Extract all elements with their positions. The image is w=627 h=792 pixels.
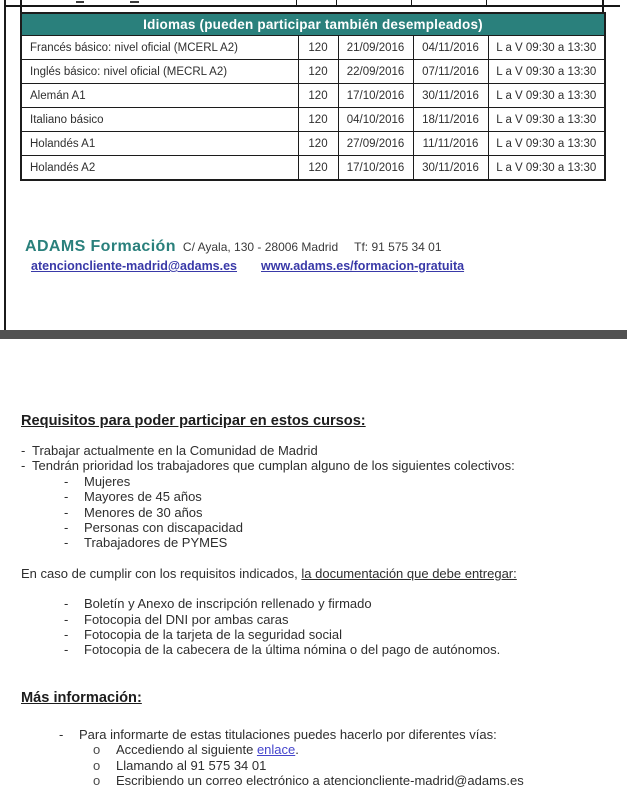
- list-item-text: Mayores de 45 años: [84, 489, 202, 505]
- contact-address: C/ Ayala, 130 - 28006 Madrid: [182, 240, 339, 254]
- option-text-suffix: .: [295, 742, 299, 758]
- page-left-border-line: [4, 0, 6, 330]
- schedule-cell: L a V 09:30 a 13:30: [488, 108, 605, 132]
- requirement-text: Trabajar actualmente en la Comunidad de Madrid: [32, 443, 318, 458]
- hours-cell: 120: [298, 84, 338, 108]
- option-text: [116, 742, 299, 757]
- page-divider-bar: [0, 330, 627, 339]
- requirement-line: [21, 458, 607, 473]
- schedule-cell: L a V 09:30 a 13:30: [488, 84, 605, 108]
- dash-bullet: -: [64, 596, 69, 612]
- text-descender-mark: [130, 1, 139, 3]
- list-item: [64, 489, 607, 504]
- table-row: [21, 60, 605, 84]
- option-text: Llamando al 91 575 34 01: [116, 757, 267, 773]
- documentation-intro-text: En caso de cumplir con los requisitos indicados,: [21, 565, 302, 581]
- list-item: [64, 596, 607, 611]
- column-border-stub: [296, 0, 297, 5]
- table-row: [21, 156, 605, 181]
- priority-collectives-list: [21, 474, 607, 551]
- language-courses-table: [20, 12, 606, 181]
- dash-bullet: -: [21, 443, 26, 458]
- start-date-cell: 27/09/2016: [338, 132, 413, 156]
- list-item-text: Personas con discapacidad: [84, 520, 243, 536]
- list-item: [64, 520, 607, 535]
- dash-bullet: -: [64, 489, 69, 505]
- requirements-title: Requisitos para poder participar en estos cursos:: [21, 413, 366, 429]
- enlace-link[interactable]: enlace: [256, 742, 296, 758]
- column-border-stub: [336, 0, 337, 5]
- list-item: [93, 773, 607, 788]
- end-date-cell: 30/11/2016: [413, 156, 488, 181]
- hours-cell: 120: [298, 108, 338, 132]
- option-text-prefix: Accediendo al siguiente: [116, 742, 257, 758]
- list-item-text: Fotocopia de la tarjeta de la seguridad social: [84, 627, 342, 643]
- list-item: [93, 742, 607, 757]
- end-date-cell: 30/11/2016: [413, 84, 488, 108]
- list-item-text: Fotocopia del DNI por ambas caras: [84, 611, 289, 627]
- list-item-text: Trabajadores de PYMES: [84, 535, 228, 551]
- list-item: [93, 758, 607, 773]
- dash-bullet: -: [64, 520, 69, 536]
- website-link[interactable]: www.adams.es/formacion-gratuita: [261, 259, 465, 273]
- documents-list: [21, 596, 607, 658]
- table-row: [21, 84, 605, 108]
- contact-line: [25, 238, 602, 256]
- list-item: [64, 627, 607, 642]
- start-date-cell: 04/10/2016: [338, 108, 413, 132]
- contact-phone: Tf: 91 575 34 01: [354, 240, 442, 254]
- requirement-text: Tendrán prioridad los trabajadores que cumplan alguno de los siguientes colectivos:: [32, 458, 515, 474]
- list-item-text: Menores de 30 años: [84, 504, 203, 520]
- circle-bullet: o: [93, 757, 101, 773]
- table-header-row: [21, 13, 605, 36]
- list-item-text: Boletín y Anexo de inscripción rellenado y firmado: [84, 596, 372, 612]
- list-item-text: Mujeres: [84, 473, 131, 489]
- start-date-cell: 17/10/2016: [338, 84, 413, 108]
- option-text: Escribiendo un correo electrónico a atencioncliente-madrid@adams.es: [116, 773, 524, 789]
- requirement-line: [21, 443, 607, 458]
- dash-bullet: -: [64, 535, 69, 551]
- documentation-intro-underlined: la documentación que debe entregar:: [301, 565, 517, 581]
- dash-bullet: -: [64, 473, 69, 489]
- course-name-cell: Francés básico: nivel oficial (MCERL A2): [21, 36, 298, 60]
- schedule-cell: L a V 09:30 a 13:30: [488, 36, 605, 60]
- text-descender-mark: [76, 1, 84, 3]
- list-item-text: Fotocopia de la cabecera de la última nómina o del pago de autónomos.: [84, 642, 501, 658]
- column-border-stub: [411, 0, 412, 5]
- end-date-cell: 11/11/2016: [413, 132, 488, 156]
- table-section-header: Idiomas (pueden participar también desempleados): [21, 13, 605, 36]
- circle-bullet: o: [93, 742, 101, 758]
- contact-links-row: [25, 259, 602, 273]
- schedule-cell: L a V 09:30 a 13:30: [488, 132, 605, 156]
- dash-bullet: -: [64, 627, 69, 643]
- end-date-cell: 18/11/2016: [413, 108, 488, 132]
- course-name-cell: Inglés básico: nivel oficial (MECRL A2): [21, 60, 298, 84]
- start-date-cell: 21/09/2016: [338, 36, 413, 60]
- contact-email-link[interactable]: atencioncliente-madrid@adams.es: [31, 259, 238, 273]
- more-info-title: Más información:: [21, 689, 142, 706]
- brand-name: ADAMS Formación: [25, 238, 176, 255]
- list-item: [64, 505, 607, 520]
- start-date-cell: 22/09/2016: [338, 60, 413, 84]
- course-name-cell: Holandés A1: [21, 132, 298, 156]
- start-date-cell: 17/10/2016: [338, 156, 413, 181]
- dash-bullet: -: [21, 458, 26, 474]
- schedule-cell: L a V 09:30 a 13:30: [488, 156, 605, 181]
- dash-bullet: -: [64, 504, 69, 520]
- more-info-options-list: [21, 742, 607, 788]
- dash-bullet: -: [59, 726, 64, 742]
- hours-cell: 120: [298, 36, 338, 60]
- list-item: [64, 642, 607, 657]
- course-name-cell: Holandés A2: [21, 156, 298, 181]
- hours-cell: 120: [298, 60, 338, 84]
- table-row: [21, 36, 605, 60]
- circle-bullet: o: [93, 773, 101, 789]
- cropped-table-row-top: [4, 0, 620, 7]
- requirements-section: [21, 413, 607, 789]
- table-row: [21, 108, 605, 132]
- column-border-stub: [486, 0, 487, 5]
- list-item: [64, 535, 607, 550]
- list-item: [64, 474, 607, 489]
- course-name-cell: Alemán A1: [21, 84, 298, 108]
- documentation-intro-line: [21, 566, 607, 581]
- contact-block: [25, 238, 602, 273]
- more-info-lead-text: Para informarte de estas titulaciones puedes hacerlo por diferentes vías:: [79, 726, 497, 742]
- dash-bullet: -: [64, 642, 69, 658]
- dash-bullet: -: [64, 611, 69, 627]
- more-info-lead-line: [21, 727, 607, 742]
- table-row: [21, 132, 605, 156]
- end-date-cell: 04/11/2016: [413, 36, 488, 60]
- schedule-cell: L a V 09:30 a 13:30: [488, 60, 605, 84]
- list-item: [64, 612, 607, 627]
- hours-cell: 120: [298, 132, 338, 156]
- course-name-cell: Italiano básico: [21, 108, 298, 132]
- hours-cell: 120: [298, 156, 338, 181]
- end-date-cell: 07/11/2016: [413, 60, 488, 84]
